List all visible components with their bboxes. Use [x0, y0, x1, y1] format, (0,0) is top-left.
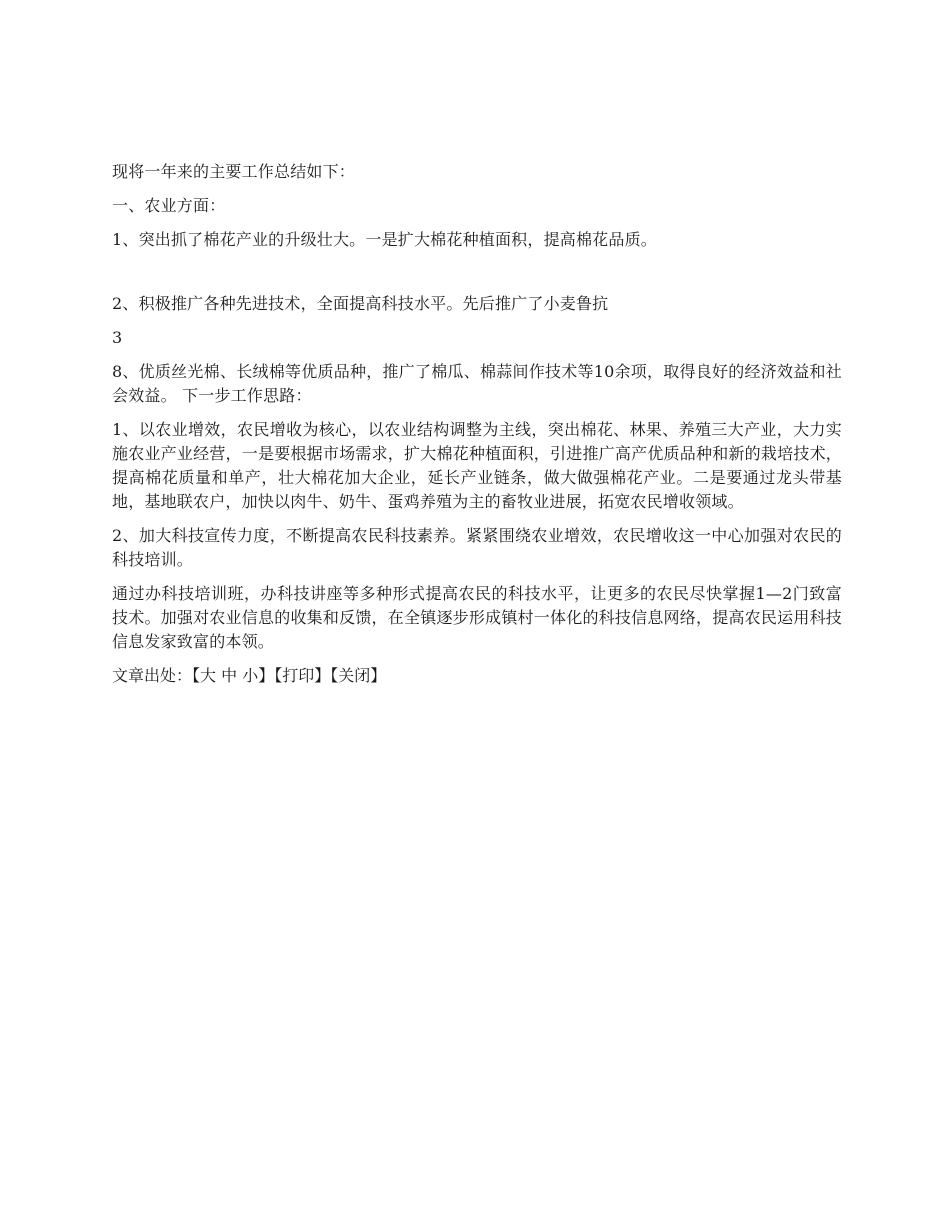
paragraph-cotton-upgrade: 1、突出抓了棉花产业的升级壮大。一是扩大棉花种植面积，提高棉花品质。 — [112, 230, 657, 249]
paragraph-next-step-2: 2、加大科技宣传力度，不断提高农民科技素养。紧紧围绕农业增效，农民增收这一中心加强对农民的科技培训。 — [112, 526, 842, 569]
print-link[interactable]: 【打印】 — [274, 666, 331, 685]
paragraph-next-step-1: 1、以农业增效，农民增收为核心，以农业结构调整为主线，突出棉花、林果、养殖三大产业，大力实施农业产业经营，一是要根据市场需求，扩大棉花种植面积，引进推广高产优质品种和新的栽培技术，提高棉花质量和单产，壮大棉花加大企业，延长产业链条，做大做强棉花产业。二是要通过龙头带基地，基地联农户，加快以肉牛、奶牛、蛋鸡养殖为主的畜牧业进展，拓宽农民增收领域。 — [112, 420, 842, 511]
paragraph-number-fragment: 3 — [112, 328, 123, 347]
close-link[interactable]: 【关闭】 — [330, 666, 387, 685]
article-body — [112, 160, 842, 688]
intro-paragraph: 现将一年来的主要工作总结如下： — [112, 162, 356, 181]
section-heading-agriculture: 一、农业方面： — [112, 196, 226, 215]
paragraph-quality-varieties: 8、优质丝光棉、长绒棉等优质品种，推广了棉瓜、棉蒜间作技术等10余项，取得良好的经济效益和社会效益。 下一步工作思路： — [112, 362, 842, 405]
paragraph-tech-promotion: 2、积极推广各种先进技术，全面提高科技水平。先后推广了小麦鲁抗 — [112, 294, 609, 313]
font-size-switcher[interactable]: 【大 中 小】 — [192, 666, 275, 685]
source-label: 文章出处： — [112, 666, 193, 685]
article-footer — [112, 664, 842, 688]
paragraph-training: 通过办科技培训班，办科技讲座等多种形式提高农民的科技水平，让更多的农民尽快掌握1—2门致富技术。加强对农业信息的收集和反馈，在全镇逐步形成镇村一体化的科技信息网络，提高农民运用科技信息发家致富的本领。 — [112, 584, 842, 651]
